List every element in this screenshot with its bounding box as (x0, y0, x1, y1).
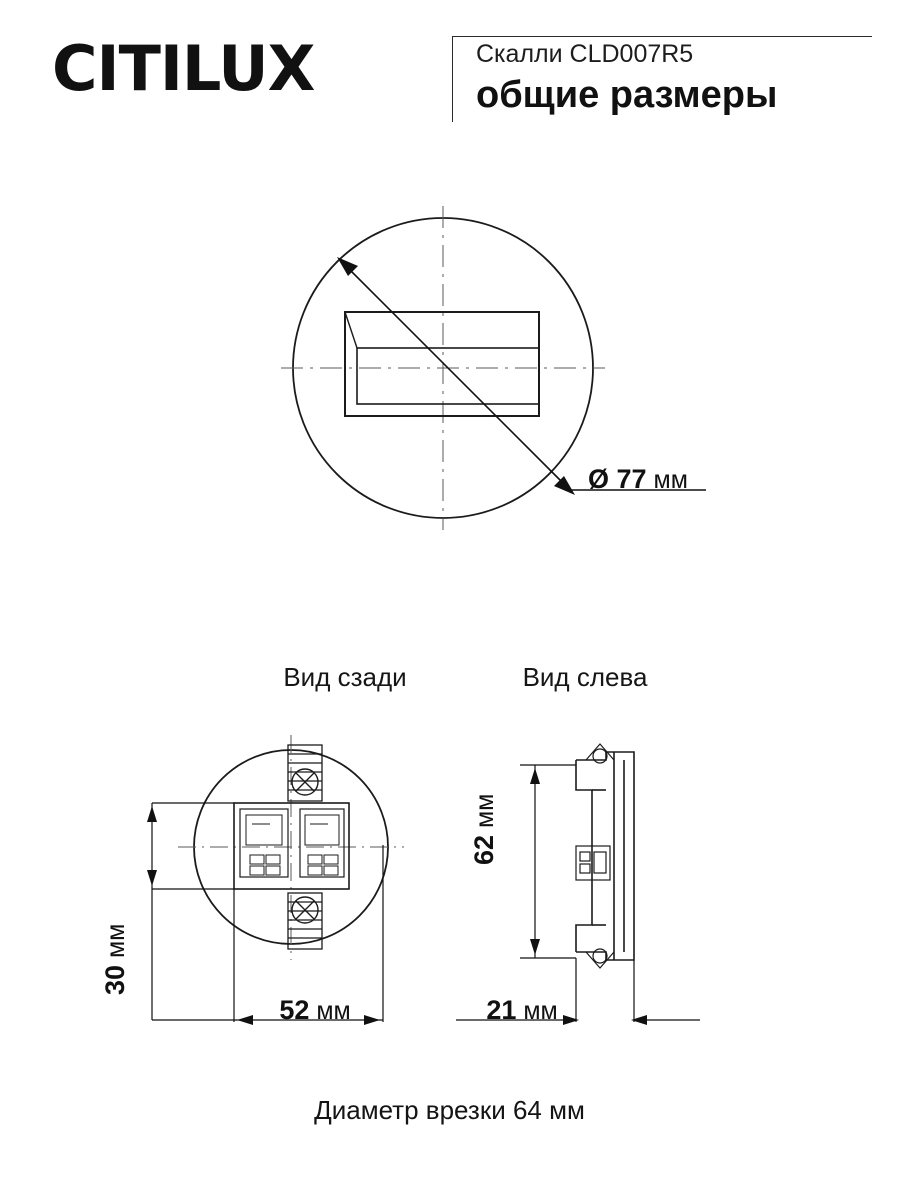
height-30-unit: мм (102, 923, 130, 958)
height-62-value: 62 (469, 834, 499, 865)
width-52-unit: мм (316, 997, 351, 1025)
back-view-label: Вид сзади (283, 662, 407, 692)
diameter-symbol: Ø (588, 464, 610, 494)
depth-21-value: 21 (486, 995, 517, 1025)
model-name: Скалли CLD007R5 (476, 40, 694, 68)
left-view (456, 744, 700, 1025)
dim-30-lines (147, 803, 234, 1020)
dimension-height-30 (100, 923, 131, 995)
dimension-diameter (588, 464, 688, 495)
dim-62-lines (520, 765, 576, 958)
width-52-value: 52 (279, 995, 310, 1025)
back-view (147, 735, 404, 1025)
diameter-value: 77 (616, 464, 647, 494)
diameter-leader (337, 257, 706, 495)
dimension-height-62 (469, 793, 500, 865)
height-30-value: 30 (100, 964, 130, 995)
cutout-diameter-note: Диаметр врезки 64 мм (314, 1095, 585, 1125)
dimension-depth-21 (452, 995, 592, 1026)
depth-21-unit: мм (523, 997, 558, 1025)
dimension-width-52 (230, 995, 400, 1026)
brand-logo: CITILUX (52, 32, 315, 105)
page-title: общие размеры (476, 74, 778, 116)
height-62-unit: мм (471, 793, 499, 828)
left-view-label: Вид слева (522, 662, 648, 692)
diameter-unit: мм (653, 466, 688, 494)
